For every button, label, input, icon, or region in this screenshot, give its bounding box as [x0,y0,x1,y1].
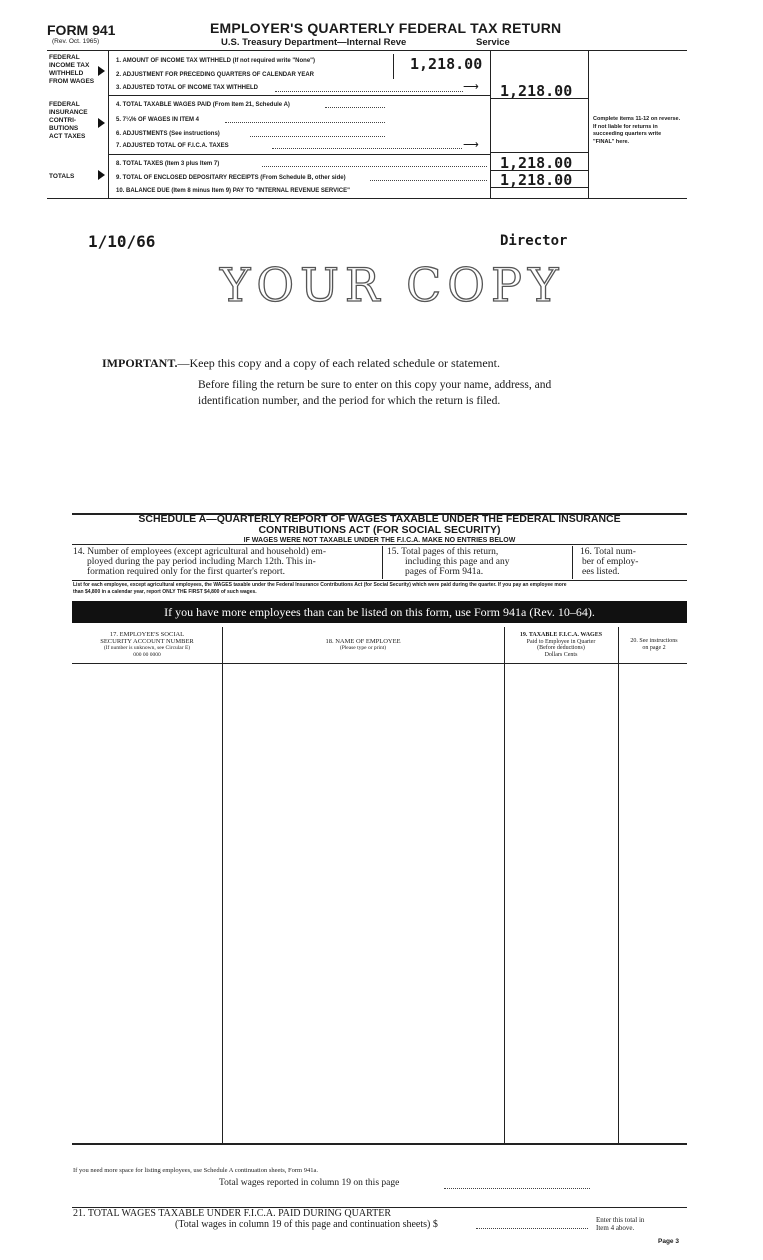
line-9: 9. TOTAL OF ENCLOSED DEPOSITARY RECEIPTS (From Schedule B, other side) [116,175,346,181]
your-copy-stamp: YOUR COPY [220,258,565,312]
department-right: Service [476,37,510,48]
line-7: 7. ADJUSTED TOTAL OF F.I.C.A. TAXES [116,143,229,149]
form-revision: (Rev. Oct. 1965) [52,38,100,45]
column-20-header: 20. See instructions on page 2 [630,638,678,651]
column-18-header: 18. NAME OF EMPLOYEE (Please type or print) [325,638,401,651]
leader-dots [325,107,385,108]
item-21-line-1: 21. TOTAL WAGES TAXABLE UNDER F.I.C.A. PAID DURING QUARTER [73,1208,392,1219]
section-income-tax: FEDERAL INCOME TAX WITHHELD FROM WAGES [49,54,95,85]
column-divider [504,627,505,1143]
signer-title: Director [500,233,568,249]
amount-line-9: 1,218.00 [500,171,573,189]
important-text: —Keep this copy and a copy of each related schedule or statement. [177,356,501,370]
leader-dots [272,148,462,149]
schedule-title-line-1: SCHEDULE A—QUARTERLY REPORT OF WAGES TAXABLE UNDER THE FEDERAL INSURANCE [138,513,621,525]
schedule-rule [72,580,687,581]
amount-line-1: 1,218.00 [410,55,483,73]
amount-line-8: 1,218.00 [500,154,573,172]
important-note [102,356,500,371]
column-divider [618,627,619,1143]
section-arrow-icon [98,170,105,180]
leader-dots [262,166,487,167]
table-header-rule [72,663,687,664]
important-lead: IMPORTANT. [102,356,178,370]
arrow-right-icon: ⟶ [463,81,479,93]
header-bottom-rule [47,198,687,199]
line1-box-left [393,54,394,79]
column-divider [222,627,223,1143]
amount-rule-2 [490,152,588,153]
schedule-title [72,514,687,545]
amount-column-left [490,50,491,198]
amount-line-3: 1,218.00 [500,82,573,100]
schedule-title-line-2: CONTRIBUTIONS ACT (FOR SOCIAL SECURITY) [258,524,501,536]
item-divider [572,546,573,579]
section-fica: FEDERAL INSURANCE CONTRI- BUTIONS ACT TAXES [49,101,88,140]
leader-dots [225,122,385,123]
form-title: EMPLOYER'S QUARTERLY FEDERAL TAX RETURN [210,20,562,36]
item-15: 15. Total pages of this return, including this page and any pages of Form 941a. [387,547,510,577]
line-3: 3. ADJUSTED TOTAL OF INCOME TAX WITHHELD [116,85,259,91]
banner-text: If you have more employees than can be listed on this form, use Form 941a (Rev. 10–64). [164,605,595,619]
schedule-subtitle: IF WAGES WERE NOT TAXABLE UNDER THE F.I.C.A. MAKE NO ENTRIES BELOW [243,537,516,544]
enter-total-note: Enter this total in Item 4 above. [596,1216,645,1232]
important-paragraph-1: Before filing the return be sure to enter on this copy your name, address, and [198,379,552,391]
section-arrow-icon [98,118,105,128]
line-4: 4. TOTAL TAXABLE WAGES PAID (From Item 21, Schedule A) [116,102,290,108]
column-17-header: 17. EMPLOYEE'S SOCIAL SECURITY ACCOUNT NUMBER (If number is unknown, see Circular E) 000 00 0000 [100,631,194,658]
schedule-rule [72,544,687,545]
leader-dots [275,91,463,92]
line-8: 8. TOTAL TAXES (Item 3 plus Item 7) [116,161,220,167]
leader-dots [370,180,487,181]
page-number: Page 3 [658,1238,679,1245]
leader-dots [250,136,385,137]
line-1: 1. AMOUNT OF INCOME TAX WITHHELD (If not required write "None") [116,58,316,64]
header-top-rule [47,50,687,51]
total-column-19-label: Total wages reported in column 19 on this page [219,1178,400,1188]
form-941a-banner [72,601,687,623]
side-note: Complete items 11-12 on reverse. If not liable for returns in succeeding quarters write "FINAL" here. [593,116,681,145]
more-space-note: If you need more space for listing employees, use Schedule A continuation sheets, Form 941a. [73,1167,318,1174]
list-instructions: List for each employee, except agricultural employees, the WAGES taxable under the Federal Insurance Contributions Act (for Social Security) which were paid during the quarter. If you pay an employee more than $4,800 in a calendar year, report ONLY THE FIRST $4,800 of such wages. [73,582,567,595]
item-14: 14. Number of employees (except agricultural and household) em- ployed during the pay period including March 12th. This in- formation required only for the first quarter's report. [73,547,326,577]
section-rule-2 [108,154,490,155]
item-21-field[interactable] [476,1228,588,1229]
item-21-line-2: (Total wages in column 19 of this page and continuation sheets) $ [175,1219,438,1230]
item-21 [73,1208,438,1230]
column-19-header: 19. TAXABLE F.I.C.A. WAGES Paid to Employee in Quarter (Before deductions) Dollars Cents [519,632,603,658]
form-number: FORM 941 [47,22,116,38]
line-2: 2. ADJUSTMENT FOR PRECEDING QUARTERS OF CALENDAR YEAR [116,72,315,78]
department-left: U.S. Treasury Department—Internal Reve [221,37,407,48]
line-10: 10. BALANCE DUE (Item 8 minus Item 9) PAY TO "INTERNAL REVENUE SERVICE" [116,188,350,194]
section-rule-1 [108,95,490,96]
section-arrow-icon [98,66,105,76]
arrow-right-icon: ⟶ [463,139,479,151]
line-5: 5. 7¼% OF WAGES IN ITEM 4 [116,117,200,123]
header-box-divider [108,50,109,198]
item-divider [382,546,383,579]
table-bottom-rule [72,1143,687,1145]
section-totals: TOTALS [49,173,75,180]
important-paragraph-2: identification number, and the period for which the return is filed. [198,395,501,407]
amount-column-right [588,50,589,198]
item-16: 16. Total num- ber of employ- ees listed. [580,547,639,577]
date: 1/10/66 [88,232,156,251]
line-6: 6. ADJUSTMENTS (See instructions) [116,131,220,137]
total-column-19-field[interactable] [444,1188,590,1189]
